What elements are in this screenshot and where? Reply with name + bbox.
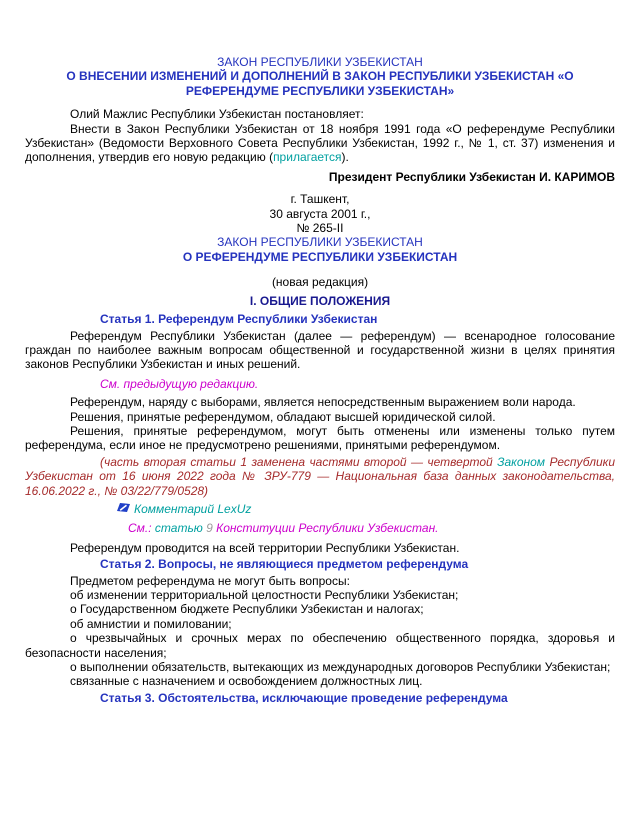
prilagaetsya-link[interactable]: прилагается (273, 150, 342, 165)
text-run: Решения, принятые референдумом, могут быть отменены или изменены только путем референдума, если иное не предусмотрено решениями, принятыми референдумом. (25, 423, 615, 453)
paragraph (25, 631, 615, 660)
text-run: См.: (128, 521, 155, 536)
paragraph (25, 107, 615, 121)
paragraph (25, 617, 615, 631)
text-run: Предметом референдума не могут быть вопросы: (70, 573, 350, 588)
edition-note-label: (новая редакция) (271, 275, 369, 290)
text-run: Референдум, наряду с выборами, является непосредственным выражением воли народа. (70, 395, 576, 410)
lexuz-icon (117, 503, 130, 514)
paragraph (25, 122, 615, 165)
article-heading-label: Статья 3. Обстоятельства, исключающие проведение референдума (100, 690, 508, 705)
text-run: связанные с назначением и освобождением должностных лиц. (70, 674, 423, 689)
text-run: Решения, принятые референдумом, обладают высшей юридической силой. (70, 409, 496, 424)
paragraph (25, 424, 615, 453)
article-number: 9 (202, 521, 213, 536)
paragraph (25, 541, 615, 555)
statyu-link[interactable]: статью (154, 521, 203, 536)
law-title-kicker-label: ЗАКОН РЕСПУБЛИКИ УЗБЕКИСТАН (217, 235, 423, 250)
section-heading (25, 294, 615, 308)
law-number (25, 221, 615, 235)
text-run: Референдум проводится на всей территории Республики Узбекистан. (70, 540, 460, 555)
paragraph (25, 410, 615, 424)
paragraph (25, 660, 615, 674)
amendment-note (25, 455, 615, 498)
place-line (25, 192, 615, 206)
law-title-kicker-label: ЗАКОН РЕСПУБЛИКИ УЗБЕКИСТАН (217, 55, 423, 69)
text-run: об изменении территориальной целостности Республики Узбекистан; (70, 588, 459, 602)
law-title-main-label: О ВНЕСЕНИИ ИЗМЕНЕНИЙ И ДОПОЛНЕНИЙ В ЗАКОН РЕСПУБЛИКИ УЗБЕКИСТАН «О РЕФЕРЕНДУМЕ РЕСПУБЛИКИ УЗБЕКИСТАН» (66, 69, 574, 98)
law-number-label: № 265-II (296, 221, 344, 236)
article-heading-label: Статья 1. Референдум Республики Узбекистан (100, 312, 378, 327)
see-previous-note (25, 377, 615, 391)
article-heading (25, 312, 615, 326)
law-title-kicker (25, 55, 615, 69)
lexuz-comment (25, 502, 615, 516)
law-title-kicker (25, 235, 615, 249)
article-heading-label: Статья 2. Вопросы, не являющиеся предметом референдума (100, 557, 469, 572)
article-heading (25, 691, 615, 705)
law-title-main-label: О РЕФЕРЕНДУМЕ РЕСПУБЛИКИ УЗБЕКИСТАН (182, 249, 458, 264)
article-heading (25, 557, 615, 571)
text-run: (часть вторая статьи 1 заменена частями второй — четвертой (100, 454, 498, 469)
text-run: Олий Мажлис Республики Узбекистан постановляет: (70, 107, 364, 122)
date-line (25, 207, 615, 221)
text-run: Конституции Республики Узбекистан. (212, 521, 439, 536)
paragraph (25, 329, 615, 372)
text-run: об амнистии и помиловании; (70, 616, 232, 631)
text-run: Комментарий LexUz (134, 501, 252, 516)
see-reference-note (25, 521, 615, 535)
text-run: о Государственном бюджете Республики Узбекистан и налогах; (70, 602, 424, 617)
text-run: См. предыдущую редакцию. (100, 376, 259, 391)
text-run: Внести в Закон Республики Узбекистан от 18 ноября 1991 года «О референдуме Республики Узбекистан» (Ведомости Верховного Совета Республики Узбекистан, 1992 г., № 1, ст. 37) изменения и дополнения, утвердив его новую редакцию ( (25, 121, 615, 165)
text-run: Республики Узбекистан от 16 июня 2022 года № ЗРУ-779 — Национальная база данных законодательства, 16.06.2022 г., № 03/22/779/0528) (25, 454, 615, 498)
section-heading-label: I. ОБЩИЕ ПОЛОЖЕНИЯ (249, 293, 391, 308)
text-run: о выполнении обязательств, вытекающих из международных договоров Республики Узбекистан; (70, 660, 611, 675)
signature-line (25, 170, 615, 184)
place-line-label: г. Ташкент, (290, 192, 350, 207)
date-line-label: 30 августа 2001 г., (269, 206, 371, 221)
paragraph (25, 588, 615, 602)
paragraph (25, 574, 615, 588)
paragraph (25, 674, 615, 688)
text-run: о чрезвычайных и срочных мерах по обеспечению общественного порядка, здоровья и безопасности населения; (25, 631, 615, 660)
paragraph (25, 602, 615, 616)
signature-line-label: Президент Республики Узбекистан И. КАРИМОВ (328, 169, 615, 184)
text-run: Референдум Республики Узбекистан (далее — референдум) — всенародное голосование граждан по наиболее важным вопросам общественной и государственной жизни в целях принятия законов Республики Узбекистан и иных решений. (25, 328, 615, 372)
paragraph (25, 395, 615, 409)
edition-note (25, 275, 615, 289)
zakon-link[interactable]: Законом (497, 454, 546, 469)
text-run: ). (341, 150, 349, 165)
law-title-main (25, 69, 615, 98)
law-title-main (25, 250, 615, 264)
